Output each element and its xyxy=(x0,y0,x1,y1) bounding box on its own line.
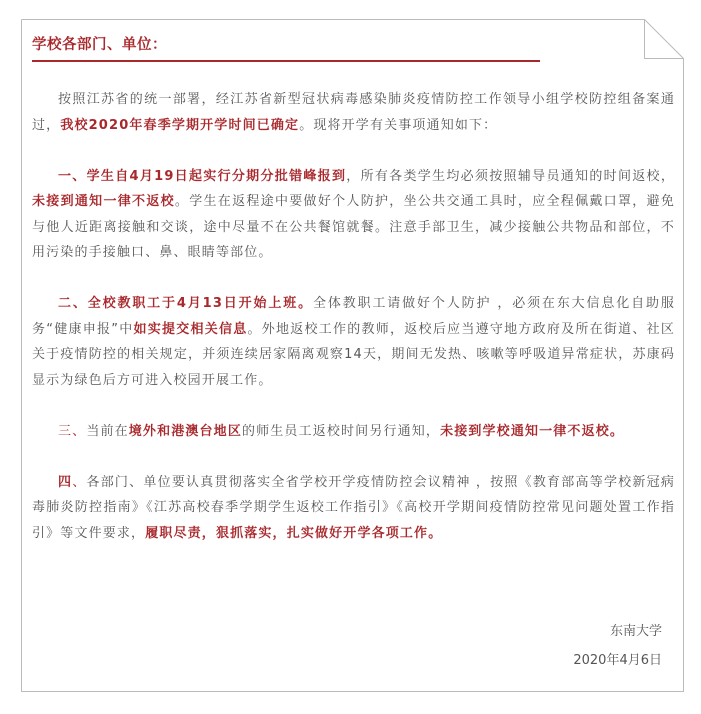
paragraph-overseas xyxy=(32,419,675,445)
highlighted-text: 一、学生自4月19日起实行分期分批错峰报到 xyxy=(58,168,347,184)
highlighted-text: 未接到学校通知一律不返校。 xyxy=(440,423,625,439)
highlighted-text: 四 xyxy=(58,474,73,490)
highlighted-text: 如实提交相关信息 xyxy=(133,321,248,337)
paragraph-staff xyxy=(32,291,675,393)
signature-org: 东南大学 xyxy=(609,624,662,639)
highlighted-text: 未接到通知一律不返校 xyxy=(32,194,175,209)
body-text: ，所有各类学生均必须按照辅导员通知的时间返校， xyxy=(346,168,675,184)
highlighted-text: 、 xyxy=(72,474,87,490)
body-text: 按照江苏省的统一部署，经江苏省新型冠状病毒感染肺炎疫情防控工作领导小组学校防控组备案通过， xyxy=(32,92,675,133)
heading-divider xyxy=(32,60,540,62)
paragraph-intro xyxy=(32,87,675,138)
notice-paper xyxy=(21,19,684,692)
highlighted-text: 二、全校教职工于4月13日开始上班。 xyxy=(58,296,313,311)
body-text: 。学生在返程途中要做好个人防护，坐公共交通工具时，应全程佩戴口罩，避免与他人近距离接触和交谈，途中尽量不在公共餐馆就餐。注意手部卫生，减少接触公共物品和部位，不用污染的手接触口、鼻、眼睛等部位。 xyxy=(32,194,675,260)
highlighted-text: 履职尽责，狠抓落实，扎实做好开学各项工作。 xyxy=(145,525,443,541)
paragraph-departments xyxy=(32,470,675,547)
body-text: 。现将开学有关事项通知如下： xyxy=(299,117,498,133)
notice-body xyxy=(32,87,675,546)
body-text: 各部门、单位要认真贯彻落实全省学校开学疫情防控会议精神 ，按照《教育部高等学校新冠病毒肺炎防控指南》《江苏高校春季学期学生返校工作指引》《高校开学期间疫情防控常见问题处置工作指引》等文件要求， xyxy=(32,474,676,541)
body-text: 。外地返校工作的教师，返校后应当遵守地方政府及所在街道、社区关于疫情防控的相关规定，并须连续居家隔离观察14天，期间无发热、咳嗽等呼吸道异常症状，苏康码显示为绿色后方可进入校园开展工作。 xyxy=(32,321,676,388)
signature-date: 2020年4月6日 xyxy=(573,653,662,668)
paragraph-students xyxy=(32,164,675,266)
body-text: 的师生员工返校时间另行通知， xyxy=(241,423,441,439)
highlighted-text: 境外和港澳台地区 xyxy=(128,423,242,439)
salutation-heading: 学校各部门、单位： xyxy=(32,37,167,53)
body-text: 当前在 xyxy=(86,423,129,439)
body-text: 全体教职工请做好个人防护 ，必须在东大信息化自助服务“健康申报”中 xyxy=(32,296,675,337)
highlighted-text: 三、 xyxy=(58,423,87,439)
highlighted-text: 我校2020年春季学期开学时间已确定 xyxy=(60,117,300,133)
